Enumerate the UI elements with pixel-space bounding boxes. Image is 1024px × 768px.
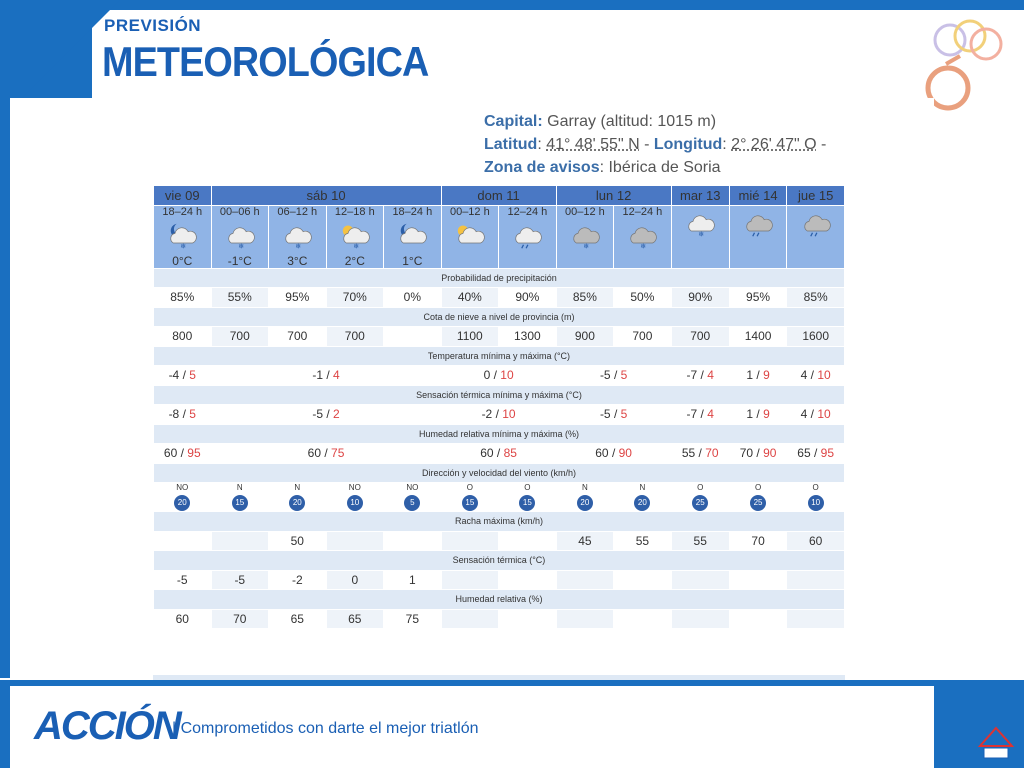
- tagline: | Comprometidos con darte el mejor triatlón: [172, 720, 479, 737]
- sun-cloud-snow-icon: [327, 222, 384, 250]
- value-cell: 1100: [441, 327, 499, 347]
- capital-value: Garray (altitud: 1015 m): [547, 113, 717, 130]
- cloud-heavy-snow-icon: [672, 210, 729, 238]
- value-cell: 700: [211, 327, 269, 347]
- value-cell: [729, 570, 787, 590]
- max-value: 5: [189, 407, 196, 422]
- dark-cloud-snow-icon: [557, 222, 614, 250]
- min-value: 1: [746, 407, 754, 422]
- max-value: 10: [502, 407, 516, 422]
- value-cell: [671, 570, 729, 590]
- min-value: 65: [797, 446, 811, 461]
- row-label: Cota de nieve a nivel de provincia (m): [154, 307, 845, 327]
- min-value: 0: [483, 368, 491, 383]
- dark-cloud-snow-icon: [614, 222, 671, 250]
- day-header: lun 12: [556, 186, 671, 206]
- value-cell: 90%: [671, 288, 729, 308]
- wind-cell: [211, 483, 269, 512]
- min-value: 60: [307, 446, 322, 461]
- value-cell: 700: [326, 327, 384, 347]
- period-time: 00–12 h: [449, 205, 490, 218]
- max-value: 4: [333, 368, 340, 383]
- max-value: 90: [763, 446, 777, 461]
- wind-speed-badge: 5: [404, 495, 420, 511]
- period-cell: [441, 205, 499, 268]
- min-value: 1: [746, 368, 754, 383]
- minmax-cell: -2 / 10: [441, 405, 556, 425]
- wind-direction: N: [639, 483, 646, 492]
- period-time: 18–24 h: [392, 205, 433, 218]
- period-temp: 0°C: [172, 253, 193, 268]
- value-cell: 0%: [384, 288, 442, 308]
- temp-row: [154, 366, 845, 386]
- value-cell: 700: [269, 327, 327, 347]
- wind-speed-badge: 10: [808, 495, 824, 511]
- min-value: -5: [312, 407, 324, 422]
- value-cell: 85%: [556, 288, 614, 308]
- max-value: 4: [707, 407, 714, 422]
- minmax-cell: 4 / 10: [787, 366, 845, 386]
- wind-cell: [384, 483, 442, 512]
- min-value: -7: [686, 368, 698, 383]
- brand-logo: ACCIÓN: [34, 704, 180, 748]
- value-cell: 45: [556, 531, 614, 551]
- value-cell: [384, 327, 442, 347]
- value-cell: 700: [614, 327, 672, 347]
- lat-label: Latitud: [484, 136, 538, 153]
- minmax-cell: 60 / 90: [556, 444, 671, 464]
- value-cell: 95%: [269, 288, 327, 308]
- value-cell: [499, 570, 557, 590]
- value-cell: [326, 531, 384, 551]
- value-cell: 1400: [729, 327, 787, 347]
- svg-text:❄: ❄: [180, 242, 187, 250]
- max-value: 10: [817, 368, 831, 383]
- min-value: -8: [168, 407, 180, 422]
- precip-label-row: [154, 268, 845, 288]
- table-cut-row: [153, 675, 845, 680]
- day-header: sáb 10: [211, 186, 441, 206]
- minmax-cell: -1 / 4: [211, 366, 441, 386]
- value-cell: [556, 570, 614, 590]
- value-cell: [441, 531, 499, 551]
- value-cell: [441, 570, 499, 590]
- max-value: 90: [618, 446, 632, 461]
- wind-speed-badge: 10: [347, 495, 363, 511]
- wind-speed-badge: 15: [519, 495, 535, 511]
- value-cell: 95%: [729, 288, 787, 308]
- minmax-cell: -5 / 2: [211, 405, 441, 425]
- period-cell: [326, 205, 384, 268]
- value-cell: 50: [269, 531, 327, 551]
- svg-text:❄: ❄: [353, 242, 359, 250]
- min-value: 70: [739, 446, 754, 461]
- minmax-cell: 65 / 95: [787, 444, 845, 464]
- wind-cell: [326, 483, 384, 512]
- sun-cloud-icon: [442, 222, 499, 250]
- svg-text:❄: ❄: [698, 230, 705, 238]
- period-temp: 3°C: [287, 253, 308, 268]
- value-cell: [441, 609, 499, 629]
- value-cell: [154, 531, 212, 551]
- value-cell: 1: [384, 570, 442, 590]
- period-time: 18–24 h: [162, 205, 203, 218]
- value-cell: 90%: [499, 288, 557, 308]
- svg-text:❄: ❄: [640, 242, 647, 250]
- minmax-cell: -8 / 5: [154, 405, 212, 425]
- value-cell: [614, 570, 672, 590]
- cloud-snow-icon: [212, 222, 269, 250]
- min-value: 55: [681, 446, 696, 461]
- value-cell: [614, 609, 672, 629]
- day-header: mié 14: [729, 186, 787, 206]
- max-value: 95: [187, 446, 201, 461]
- period-time: 06–12 h: [277, 205, 318, 218]
- value-cell: [211, 531, 269, 551]
- wind-cell: [499, 483, 557, 512]
- day-header: vie 09: [154, 186, 212, 206]
- lon-label: Longitud: [653, 136, 723, 153]
- value-cell: [787, 609, 845, 629]
- value-cell: -2: [269, 570, 327, 590]
- wind-cell: [556, 483, 614, 512]
- value-cell: 85%: [154, 288, 212, 308]
- wind-direction: N: [581, 483, 588, 492]
- value-cell: 70: [729, 531, 787, 551]
- max-value: 9: [763, 407, 770, 422]
- hum-row: [154, 444, 845, 464]
- wind-direction: O: [697, 483, 704, 492]
- wind-row: [154, 483, 845, 512]
- title-small: PREVISIÓN: [104, 16, 202, 35]
- period-time: 12–18 h: [334, 205, 375, 218]
- period-temp: 1°C: [402, 253, 423, 268]
- min-value: 60: [480, 446, 494, 461]
- svg-text:❄: ❄: [583, 242, 589, 250]
- max-value: 75: [331, 446, 345, 461]
- min-value: 60: [595, 446, 609, 461]
- lon-link[interactable]: 2° 26' 47" O: [731, 136, 817, 153]
- max-value: 10: [500, 368, 514, 383]
- zona-label: Zona de avisos: [484, 159, 600, 176]
- wind-direction: NO: [176, 483, 189, 492]
- min-value: 4: [800, 368, 808, 383]
- capital-label: Capital:: [484, 113, 543, 130]
- value-cell: 65: [326, 609, 384, 629]
- min-value: -1: [312, 368, 324, 383]
- wind-direction: O: [466, 483, 473, 492]
- value-cell: 0: [326, 570, 384, 590]
- row-label: Humedad relativa (%): [154, 590, 845, 610]
- value-cell: 70%: [326, 288, 384, 308]
- period-row: [154, 205, 845, 268]
- min-value: -5: [599, 368, 611, 383]
- wind-speed-badge: 25: [692, 495, 708, 511]
- day-header: dom 11: [441, 186, 556, 206]
- period-time: 12–24 h: [622, 205, 663, 218]
- max-value: 95: [820, 446, 835, 461]
- temp-label-row: [154, 346, 845, 366]
- max-value: 9: [763, 368, 770, 383]
- cloud-rain-icon: [499, 222, 556, 250]
- svg-text:❄: ❄: [295, 242, 302, 250]
- cloud-snow-icon: [269, 222, 326, 250]
- max-value: 4: [707, 368, 714, 383]
- minmax-cell: -4 / 5: [154, 366, 212, 386]
- period-temp: -1°C: [227, 253, 252, 268]
- value-cell: 60: [154, 609, 212, 629]
- racha-row: [154, 531, 845, 551]
- value-cell: 1300: [499, 327, 557, 347]
- sens-row: [154, 405, 845, 425]
- period-cell: [556, 205, 614, 268]
- min-value: -5: [599, 407, 611, 422]
- value-cell: [499, 609, 557, 629]
- max-value: 5: [620, 407, 628, 422]
- dark-cloud-rain-icon: [787, 210, 844, 238]
- row-label: Dirección y velocidad del viento (km/h): [154, 463, 845, 483]
- period-time: 00–06 h: [219, 205, 260, 218]
- wind-speed-badge: 20: [577, 495, 593, 511]
- wind-speed-badge: 20: [289, 495, 305, 511]
- wind-direction: N: [294, 483, 301, 492]
- cota-row: [154, 327, 845, 347]
- minmax-cell: 70 / 90: [729, 444, 787, 464]
- wind-speed-badge: 15: [232, 495, 248, 511]
- period-cell: [154, 205, 212, 268]
- wind-speed-badge: 25: [750, 495, 766, 511]
- period-temp: 2°C: [344, 253, 365, 268]
- st-row: [154, 570, 845, 590]
- wind-speed-badge: 20: [174, 495, 190, 511]
- value-cell: -5: [211, 570, 269, 590]
- row-label: Probabilidad de precipitación: [154, 268, 845, 288]
- location-info: Capital: Garray (altitud: 1015 m) Latitud: 41° 48' 55" N - Longitud: 2° 26' 47" O - Zona de avisos: Ibérica de Soria: [484, 113, 827, 176]
- wind-direction: O: [524, 483, 531, 492]
- period-cell: [211, 205, 269, 268]
- svg-text:❄: ❄: [238, 242, 244, 250]
- period-cell: [671, 205, 729, 268]
- wind-direction: NO: [348, 483, 361, 492]
- minmax-cell: -7 / 4: [671, 366, 729, 386]
- value-cell: 900: [556, 327, 614, 347]
- minmax-cell: 4 / 10: [787, 405, 845, 425]
- value-cell: [729, 609, 787, 629]
- day-header-row: [154, 186, 845, 206]
- minmax-cell: 0 / 10: [441, 366, 556, 386]
- page-title: METEOROLÓGICA: [102, 38, 429, 85]
- minmax-cell: -5 / 5: [556, 405, 671, 425]
- period-time: 00–12 h: [564, 205, 605, 218]
- wind-direction: O: [754, 483, 762, 492]
- minmax-cell: -5 / 5: [556, 366, 671, 386]
- night-cloud-icon: [384, 222, 441, 250]
- value-cell: 55%: [211, 288, 269, 308]
- minmax-cell: 55 / 70: [671, 444, 729, 464]
- min-value: -4: [168, 368, 180, 383]
- max-value: 85: [503, 446, 517, 461]
- min-value: -7: [686, 407, 698, 422]
- hr-row: [154, 609, 845, 629]
- hr-label-row: [154, 590, 845, 610]
- dark-cloud-rain-icon: [730, 210, 787, 238]
- row-label: Sensación térmica (°C): [154, 551, 845, 571]
- period-cell: [614, 205, 672, 268]
- lat-link[interactable]: 41° 48' 55" N: [546, 136, 640, 153]
- precip-row: [154, 288, 845, 308]
- minmax-cell: 60 / 95: [154, 444, 212, 464]
- value-cell: [556, 609, 614, 629]
- row-label: Humedad relativa mínima y máxima (%): [154, 424, 845, 444]
- sens-label-row: [154, 385, 845, 405]
- wind-cell: [614, 483, 672, 512]
- value-cell: [787, 570, 845, 590]
- zona-value: Ibérica de Soria: [608, 159, 721, 176]
- day-header: mar 13: [671, 186, 729, 206]
- wind-cell: [154, 483, 212, 512]
- period-cell: [269, 205, 327, 268]
- value-cell: 800: [154, 327, 212, 347]
- value-cell: 60: [787, 531, 845, 551]
- value-cell: 55: [614, 531, 672, 551]
- wind-direction: N: [236, 483, 243, 492]
- max-value: 5: [620, 368, 628, 383]
- period-cell: [384, 205, 442, 268]
- minmax-cell: 60 / 75: [211, 444, 441, 464]
- wind-speed-badge: 15: [462, 495, 478, 511]
- wind-cell: [787, 483, 845, 512]
- period-cell: [499, 205, 557, 268]
- wind-cell: [441, 483, 499, 512]
- period-cell: [729, 205, 787, 268]
- cota-label-row: [154, 307, 845, 327]
- wind-direction: NO: [406, 483, 419, 492]
- triatlon-logo-icon: [976, 724, 1016, 764]
- racha-label-row: [154, 512, 845, 532]
- minmax-cell: 60 / 85: [441, 444, 556, 464]
- value-cell: 65: [269, 609, 327, 629]
- min-value: -2: [481, 407, 493, 422]
- value-cell: [384, 531, 442, 551]
- period-time: 12–24 h: [507, 205, 548, 218]
- wind-cell: [729, 483, 787, 512]
- min-value: 60: [163, 446, 178, 461]
- wind-cell: [269, 483, 327, 512]
- wind-speed-badge: 20: [634, 495, 650, 511]
- wind-direction: O: [812, 483, 819, 492]
- st-label-row: [154, 551, 845, 571]
- row-label: Racha máxima (km/h): [154, 512, 845, 532]
- forecast-table: [153, 185, 845, 629]
- wind-label-row: [154, 463, 845, 483]
- value-cell: 85%: [787, 288, 845, 308]
- minmax-cell: -7 / 4: [671, 405, 729, 425]
- value-cell: 700: [671, 327, 729, 347]
- value-cell: 40%: [441, 288, 499, 308]
- min-value: 4: [800, 407, 808, 422]
- minmax-cell: 1 / 9: [729, 366, 787, 386]
- value-cell: 50%: [614, 288, 672, 308]
- left-band: [0, 98, 10, 678]
- hum-label-row: [154, 424, 845, 444]
- night-snow-icon: [154, 222, 211, 250]
- row-label: Temperatura mínima y máxima (°C): [154, 346, 845, 366]
- max-value: 70: [705, 446, 719, 461]
- value-cell: -5: [154, 570, 212, 590]
- period-cell: [787, 205, 845, 268]
- max-value: 10: [817, 407, 831, 422]
- day-header: jue 15: [787, 186, 845, 206]
- value-cell: 75: [384, 609, 442, 629]
- row-label: Sensación térmica mínima y máxima (°C): [154, 385, 845, 405]
- value-cell: 70: [211, 609, 269, 629]
- max-value: 5: [189, 368, 196, 383]
- value-cell: [671, 609, 729, 629]
- max-value: 2: [333, 407, 340, 422]
- value-cell: [499, 531, 557, 551]
- value-cell: 55: [671, 531, 729, 551]
- content-area: [10, 98, 934, 680]
- value-cell: 1600: [787, 327, 845, 347]
- minmax-cell: 1 / 9: [729, 405, 787, 425]
- wind-cell: [671, 483, 729, 512]
